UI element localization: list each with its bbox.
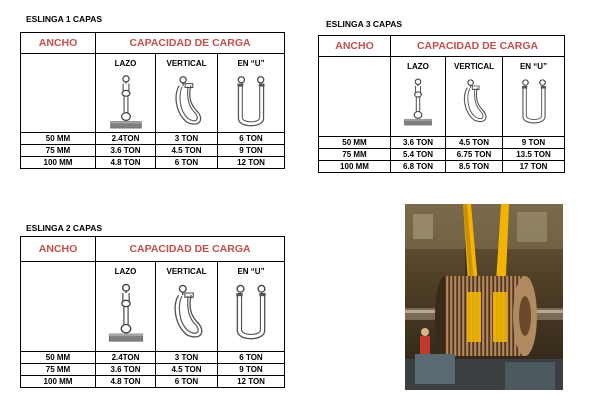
- row-vertical: 4.5 TON: [446, 137, 503, 149]
- row-u: 9 TON: [218, 364, 285, 376]
- row-width: 75 MM: [21, 145, 96, 157]
- table3-ancho-header: ANCHO: [319, 36, 391, 57]
- table2-capacidad-header: CAPACIDAD DE CARGA: [96, 237, 285, 262]
- row-width: 75 MM: [319, 149, 391, 161]
- table2-col-u: [218, 262, 285, 352]
- table-row: [21, 145, 285, 157]
- table2-col-vertical: [156, 262, 218, 352]
- table-row: [21, 364, 285, 376]
- row-lazo: 2.4TON: [96, 352, 156, 364]
- table1-col-lazo: [96, 54, 156, 133]
- row-u: 12 TON: [218, 157, 285, 169]
- table2: [20, 236, 285, 388]
- row-lazo: 3.6 TON: [391, 137, 446, 149]
- row-vertical: 8.5 TON: [446, 161, 503, 173]
- row-lazo: 3.6 TON: [96, 364, 156, 376]
- table-row: [21, 376, 285, 388]
- row-vertical: 6.75 TON: [446, 149, 503, 161]
- row-lazo: 2.4TON: [96, 133, 156, 145]
- table2-col-u-label: EN “U”: [237, 267, 265, 276]
- row-vertical: 4.5 TON: [156, 145, 218, 157]
- row-u: 9 TON: [218, 145, 285, 157]
- row-lazo: 3.6 TON: [96, 145, 156, 157]
- choker-sling-icon: [401, 77, 435, 129]
- row-width: 50 MM: [21, 133, 96, 145]
- row-vertical: 6 TON: [156, 376, 218, 388]
- table3-col-vertical-label: VERTICAL: [454, 62, 494, 71]
- row-lazo: 6.8 TON: [391, 161, 446, 173]
- row-vertical: 4.5 TON: [156, 364, 218, 376]
- row-width: 50 MM: [21, 352, 96, 364]
- row-width: 100 MM: [21, 376, 96, 388]
- table2-ancho-header: ANCHO: [21, 237, 96, 262]
- table-row: [319, 137, 565, 149]
- table3-col-u-label: EN “U”: [519, 62, 548, 71]
- table3-col-lazo-label: LAZO: [407, 62, 429, 71]
- table2-title: ESLINGA 2 CAPAS: [26, 223, 103, 233]
- table1-empty-cell: [21, 54, 96, 133]
- row-u: 13.5 TON: [503, 149, 565, 161]
- row-lazo: 4.8 TON: [96, 157, 156, 169]
- table3-col-vertical: [446, 57, 503, 137]
- u-shape-sling-icon: [231, 74, 271, 132]
- row-u: 6 TON: [218, 352, 285, 364]
- vertical-sling-icon: [166, 282, 208, 346]
- u-shape-sling-icon: [517, 77, 551, 129]
- table1-col-u: [218, 54, 285, 133]
- row-vertical: 3 TON: [156, 352, 218, 364]
- table3-title: ESLINGA 3 CAPAS: [326, 19, 403, 29]
- table-row: [319, 149, 565, 161]
- table1-col-vertical-label: VERTICAL: [166, 59, 207, 68]
- table2-col-lazo: [96, 262, 156, 352]
- table1-col-u-label: EN “U”: [237, 59, 265, 68]
- row-width: 100 MM: [319, 161, 391, 173]
- table1-capacidad-header: CAPACIDAD DE CARGA: [96, 33, 285, 54]
- table-row: [21, 157, 285, 169]
- choker-sling-icon: [106, 74, 146, 132]
- table1-col-lazo-label: LAZO: [114, 59, 137, 68]
- row-lazo: 5.4 TON: [391, 149, 446, 161]
- table2-col-lazo-label: LAZO: [114, 267, 137, 276]
- table2-col-vertical-label: VERTICAL: [166, 267, 207, 276]
- table3-col-lazo: [391, 57, 446, 137]
- choker-sling-icon: [105, 282, 147, 346]
- row-lazo: 4.8 TON: [96, 376, 156, 388]
- row-width: 75 MM: [21, 364, 96, 376]
- table3-capacidad-header: CAPACIDAD DE CARGA: [391, 36, 565, 57]
- photo-image: [405, 204, 563, 390]
- row-u: 12 TON: [218, 376, 285, 388]
- table1: [20, 32, 285, 169]
- u-shape-sling-icon: [230, 282, 272, 346]
- table1-col-vertical: [156, 54, 218, 133]
- row-u: 9 TON: [503, 137, 565, 149]
- row-u: 6 TON: [218, 133, 285, 145]
- table-row: [319, 161, 565, 173]
- table3-empty-cell: [319, 57, 391, 137]
- table-row: [21, 133, 285, 145]
- vertical-sling-icon: [457, 77, 491, 129]
- row-width: 50 MM: [319, 137, 391, 149]
- row-vertical: 6 TON: [156, 157, 218, 169]
- table3-col-u: [503, 57, 565, 137]
- row-vertical: 3 TON: [156, 133, 218, 145]
- industrial-lifting-photo: [405, 204, 563, 390]
- row-u: 17 TON: [503, 161, 565, 173]
- table1-ancho-header: ANCHO: [21, 33, 96, 54]
- table3: [318, 35, 565, 173]
- table1-title: ESLINGA 1 CAPAS: [26, 14, 103, 24]
- vertical-sling-icon: [167, 74, 207, 132]
- table2-empty-cell: [21, 262, 96, 352]
- table-row: [21, 352, 285, 364]
- row-width: 100 MM: [21, 157, 96, 169]
